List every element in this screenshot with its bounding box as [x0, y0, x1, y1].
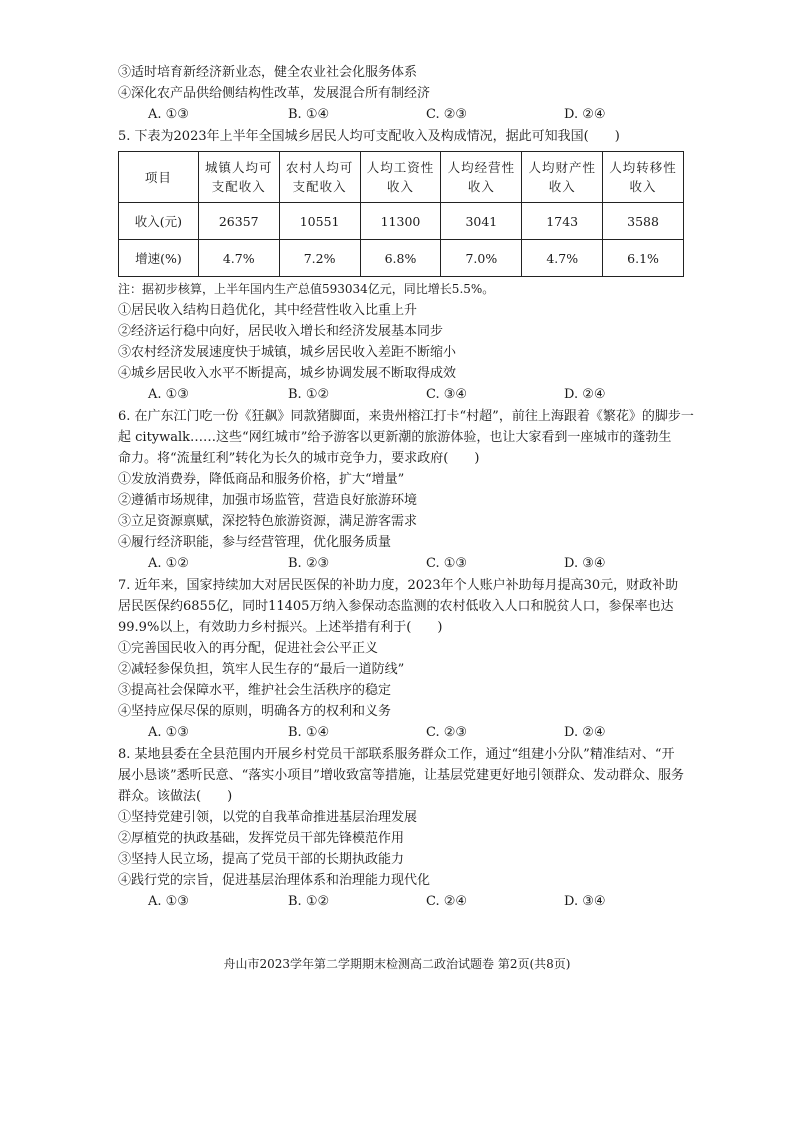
q7-option-c: C. ②③ — [426, 725, 468, 740]
q6-option-c: C. ①③ — [426, 556, 468, 571]
top-option-a: A. ①③ — [148, 107, 189, 122]
table-cell: 10551 — [279, 203, 360, 240]
q8-options — [118, 891, 690, 913]
q5-option-b: B. ①② — [288, 387, 330, 402]
q6-stem-line: 命力。将“流量红利”转化为长久的城市竞争力，要求政府( ) — [118, 451, 480, 466]
table-row — [119, 203, 684, 240]
q7-options — [118, 722, 690, 744]
q5-option-d: D. ②④ — [564, 387, 606, 402]
exam-page — [118, 62, 694, 913]
q6-options — [118, 553, 690, 575]
q6-stem-line: 起 citywalk……这些“网红城市”给予游客以更新潮的旅游体验，也让大家看到一座城市的蓬勃生 — [118, 430, 672, 445]
q8-item-2: ②厚植党的执政基础，发挥党员干部先锋模范作用 — [118, 831, 405, 846]
q6-option-a: A. ①② — [148, 556, 189, 571]
top-option-b: B. ①④ — [288, 107, 330, 122]
q8-option-c: C. ②④ — [426, 894, 468, 909]
q7-stem-line: 居民医保约6855亿，同时11405万纳入参保动态监测的农村低收入人口和脱贫人口，参保率也达 — [118, 599, 674, 614]
q8-option-a: A. ①③ — [148, 894, 189, 909]
q7-option-a: A. ①③ — [148, 725, 189, 740]
table-header-row — [119, 152, 684, 203]
table-cell: 7.2% — [279, 240, 360, 277]
q7-option-b: B. ①④ — [288, 725, 330, 740]
q5-item-4: ④城乡居民收入水平不断提高，城乡协调发展不断取得成效 — [118, 366, 457, 381]
q8-stem-line: 群众。该做法( ) — [118, 789, 233, 804]
table-cell: 4.7% — [522, 240, 603, 277]
q7-option-d: D. ②④ — [564, 725, 606, 740]
q7-stem-line: 99.9%以上，有效助力乡村振兴。上述举措有利于( ) — [118, 620, 443, 635]
table-cell: 6.1% — [603, 240, 684, 277]
q7-item-1: ①完善国民收入的再分配，促进社会公平正义 — [118, 641, 379, 656]
table-note: 注：据初步核算，上半年国内生产总值593034亿元，同比增长5.5%。 — [118, 282, 495, 296]
top-options — [118, 104, 690, 126]
table-cell: 26357 — [198, 203, 279, 240]
q8-stem-line: 展小恳谈”悉听民意、“落实小项目”增收致富等措施，让基层党建更好地引领群众、发动群众、服务 — [118, 768, 684, 783]
top-item-4: ④深化农产品供给侧结构性改革，发展混合所有制经济 — [118, 86, 431, 101]
q5-item-3: ③农村经济发展速度快于城镇，城乡居民收入差距不断缩小 — [118, 345, 457, 360]
q7-item-4: ④坚持应保尽保的原则，明确各方的权利和义务 — [118, 704, 392, 719]
q6-option-b: B. ②③ — [288, 556, 330, 571]
q8-item-1: ①坚持党建引领，以党的自我革命推进基层治理发展 — [118, 810, 418, 825]
q8-option-b: B. ①② — [288, 894, 330, 909]
q5-stem: 5. 下表为2023年上半年全国城乡居民人均可支配收入及构成情况，据此可知我国( ) — [118, 129, 620, 144]
q8-stem-line: 8. 某地县委在全县范围内开展乡村党员干部联系服务群众工作，通过“组建小分队”精准结对、“开 — [118, 747, 675, 762]
table-cell: 增速(%) — [119, 240, 199, 277]
table-cell: 收入(元) — [119, 203, 199, 240]
top-option-d: D. ②④ — [564, 107, 606, 122]
q8-item-4: ④践行党的宗旨，促进基层治理体系和治理能力现代化 — [118, 873, 431, 888]
table-row — [119, 240, 684, 277]
q5-options — [118, 384, 690, 406]
top-item-3: ③适时培育新经济新业态，健全农业社会化服务体系 — [118, 65, 418, 80]
top-option-c: C. ②③ — [426, 107, 468, 122]
table-header: 农村人均可支配收入 — [279, 152, 360, 203]
income-table — [118, 151, 684, 277]
table-header: 人均转移性收入 — [603, 152, 684, 203]
q7-item-3: ③提高社会保障水平，维护社会生活秩序的稳定 — [118, 683, 392, 698]
table-cell: 7.0% — [441, 240, 522, 277]
table-header: 人均工资性收入 — [360, 152, 441, 203]
q6-item-3: ③立足资源禀赋，深挖特色旅游资源，满足游客需求 — [118, 514, 418, 529]
q6-option-d: D. ③④ — [564, 556, 606, 571]
q7-stem-line: 7. 近年来，国家持续加大对居民医保的补助力度，2023年个人账户补助每月提高30元，财政补助 — [118, 578, 679, 593]
q7-item-2: ②减轻参保负担，筑牢人民生存的“最后一道防线” — [118, 662, 405, 677]
table-header: 人均经营性收入 — [441, 152, 522, 203]
q6-item-2: ②遵循市场规律，加强市场监管，营造良好旅游环境 — [118, 493, 418, 508]
q5-option-a: A. ①③ — [148, 387, 189, 402]
q5-item-1: ①居民收入结构日趋优化，其中经营性收入比重上升 — [118, 303, 418, 318]
table-cell: 11300 — [360, 203, 441, 240]
table-cell: 3588 — [603, 203, 684, 240]
q6-stem-line: 6. 在广东江门吃一份《狂飙》同款猪脚面，来贵州榕江打卡“村超”，前往上海跟着《繁花》的脚步一 — [118, 409, 694, 424]
table-header: 人均财产性收入 — [522, 152, 603, 203]
table-cell: 3041 — [441, 203, 522, 240]
table-cell: 4.7% — [198, 240, 279, 277]
q8-option-d: D. ③④ — [564, 894, 606, 909]
q6-item-4: ④履行经济职能，参与经营管理，优化服务质量 — [118, 535, 392, 550]
q5-item-2: ②经济运行稳中向好，居民收入增长和经济发展基本同步 — [118, 324, 444, 339]
page-footer: 舟山市2023学年第二学期期末检测高二政治试题卷 第2页(共8页) — [223, 957, 571, 971]
q5-option-c: C. ③④ — [426, 387, 468, 402]
table-header: 城镇人均可支配收入 — [198, 152, 279, 203]
q6-item-1: ①发放消费券，降低商品和服务价格，扩大“增量” — [118, 472, 405, 487]
table-cell: 6.8% — [360, 240, 441, 277]
q8-item-3: ③坚持人民立场，提高了党员干部的长期执政能力 — [118, 852, 405, 867]
table-cell: 1743 — [522, 203, 603, 240]
table-header: 项目 — [119, 152, 199, 203]
